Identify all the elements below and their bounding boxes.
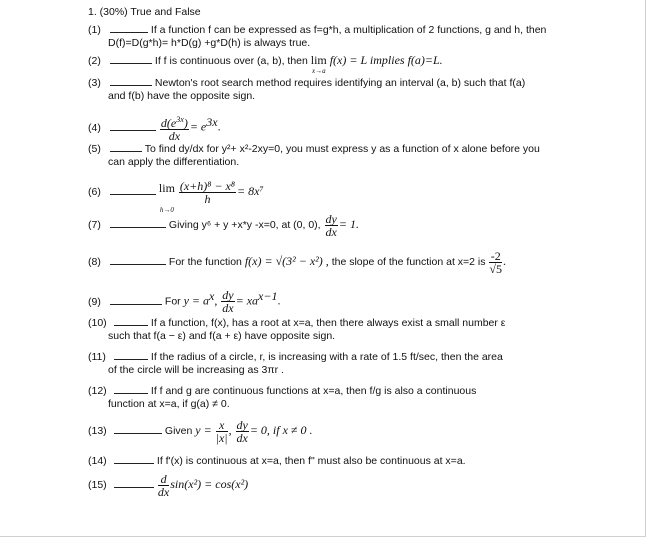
question-number: (1): [88, 24, 101, 36]
question-number: (8): [88, 256, 101, 268]
answer-blank[interactable]: [110, 53, 152, 64]
question-text: Giving y⁶ + y +x*y -x=0, at (0, 0),: [168, 219, 321, 231]
question-4: (4) $\frac{d(e^{3x})}{dx}$ = $e^{3x}$.: [88, 104, 221, 146]
question-text: If f is continuous over (a, b), then: [154, 55, 308, 67]
answer-blank[interactable]: [114, 423, 162, 434]
question-text-math: f(x) = L implies f(a)=L.: [329, 53, 443, 67]
question-text: If a function, f(x), has a root at x=a, then there always exist a small number ε: [150, 317, 506, 329]
question-2: [88, 53, 443, 75]
derivative-fraction: $\frac{dy}{dx}$: [222, 288, 234, 316]
question-1-continuation: D(f)=D(g*h)= h*D(g) +g*D(h) is always true.: [108, 37, 311, 49]
question-number: (13): [88, 425, 107, 437]
question-11: [88, 349, 503, 364]
question-number: (7): [88, 219, 101, 231]
question-9: (9) For $y = a^x$, $\frac{dy}{dx}$ = $xa^{x-1}$.: [88, 280, 280, 318]
question-3-continuation: and f(b) have the opposite sign.: [108, 90, 256, 102]
slope-fraction: $\frac{-2}{√5}$: [489, 248, 503, 276]
question-text: the slope of the function at x=2 is: [331, 256, 486, 268]
question-number: (14): [88, 455, 107, 467]
answer-blank[interactable]: [110, 217, 166, 228]
question-number: (4): [88, 121, 101, 134]
answer-blank[interactable]: [110, 141, 142, 152]
question-10-continuation: such that f(a − ε) and f(a + ε) have opposite sign.: [108, 330, 336, 342]
question-number: (3): [88, 77, 101, 89]
question-text: Given: [164, 425, 193, 437]
question-number: (12): [88, 385, 107, 397]
answer-blank[interactable]: [110, 294, 162, 305]
question-text: To find dy/dx for y²+ x²-2xy=0, you must express y as a function of x alone before you: [144, 143, 540, 155]
answer-blank[interactable]: [110, 254, 166, 265]
limit-operator: lim h→0: [158, 181, 175, 214]
question-number: (5): [88, 143, 101, 155]
question-7: (7) Giving y⁶ + y +x*y -x=0, at (0, 0), $\frac{dy}{dx}$ = 1.: [88, 206, 359, 243]
question-1: [88, 22, 546, 37]
question-13: (13) Given y = $\frac{x}{|x|}$ , $\frac{dy}{dx}$ = 0, if x ≠ 0 .: [88, 413, 313, 448]
question-number: (15): [88, 479, 107, 491]
answer-blank[interactable]: [114, 477, 154, 488]
answer-blank[interactable]: [114, 383, 148, 394]
answer-blank[interactable]: [110, 22, 148, 33]
question-text: Newton's root search method requires identifying an interval (a, b) such that f(a): [154, 77, 526, 89]
answer-blank[interactable]: [110, 75, 152, 86]
question-number: (11): [88, 351, 106, 363]
question-text: For: [164, 295, 181, 308]
question-15: [88, 466, 248, 503]
question-12-continuation: function at x=a, if g(a) ≠ 0.: [108, 398, 230, 410]
question-6: (6) lim h→0 $\frac{\text{(x+h)⁸ − x⁸}}{h}$ = 8x⁷: [88, 170, 264, 214]
question-text: If a function f can be expressed as f=g*h, a multiplication of 2 functions, g and h, then: [150, 24, 547, 36]
question-12: [88, 383, 476, 398]
answer-blank[interactable]: [114, 453, 154, 464]
question-number: (2): [88, 55, 101, 67]
answer-blank[interactable]: [110, 120, 156, 131]
question-5-continuation: can apply the differentiation.: [108, 156, 240, 168]
question-3: [88, 75, 525, 90]
question-11-continuation: of the circle will be increasing as 3πr .: [108, 364, 284, 376]
question-text-math: sin(x²) = cos(x²): [170, 477, 249, 491]
question-number: (9): [88, 295, 101, 308]
question-text: If f and g are continuous functions at x=a, then f/g is also a continuous: [150, 385, 477, 397]
derivative-fraction: $\frac{dy}{dx}$: [325, 211, 337, 239]
section-heading: 1. (30%) True and False: [88, 6, 201, 18]
question-10: [88, 315, 505, 330]
question-text: If f'(x) is continuous at x=a, then f" must also be continuous at x=a.: [156, 455, 466, 467]
answer-blank[interactable]: [114, 315, 148, 326]
question-number: (6): [88, 185, 101, 198]
question-text: For the function: [168, 256, 242, 268]
difference-quotient: $\frac{\text{(x+h)⁸ − x⁸}}{h}$: [179, 178, 236, 206]
question-5: [88, 141, 540, 156]
derivative-operator: $\frac{d}{dx}$: [157, 471, 170, 499]
question-8: (8) For the function f(x) = √(3² − x²) , the slope of the function at x=2 is $\frac{-2}{√5}$ .: [88, 241, 506, 282]
answer-blank[interactable]: [110, 184, 156, 195]
limit-operator: lim x→a: [310, 53, 327, 75]
abs-fraction: $\frac{x}{|x|}$: [215, 417, 228, 445]
derivative-fraction: $\frac{d(e^{3x})}{dx}$: [160, 114, 188, 143]
derivative-fraction: $\frac{dy}{dx}$: [236, 417, 248, 445]
function-definition: f(x) = √(3² − x²) ,: [244, 254, 329, 268]
answer-blank[interactable]: [114, 349, 148, 360]
question-text: If the radius of a circle, r, is increasing with a rate of 1.5 ft/sec, then the area: [150, 351, 503, 363]
question-number: (10): [88, 317, 107, 329]
